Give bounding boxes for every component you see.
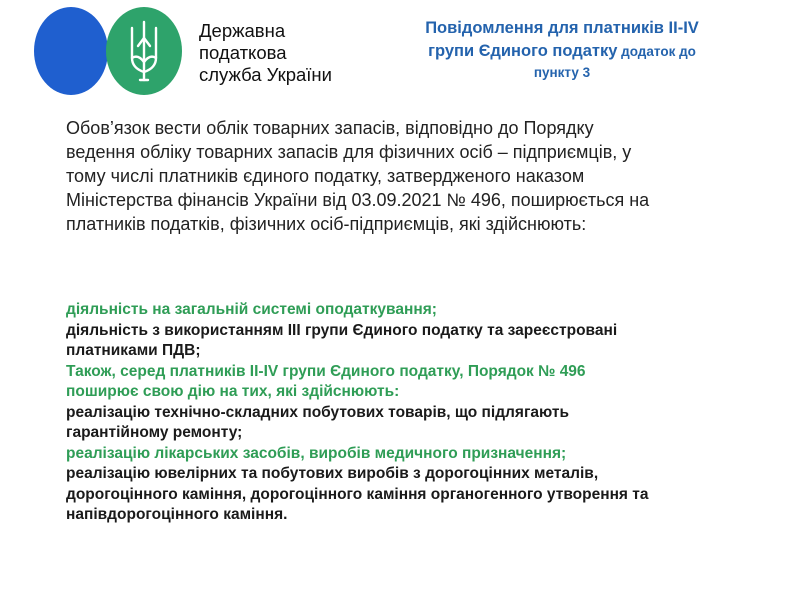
title-line-2-main: групи Єдиного податку — [428, 42, 618, 60]
list-item: реалізацію ювелірних та побутових виробів з дорогоцінних металів, — [66, 465, 599, 482]
title-line-2 — [362, 40, 762, 63]
list-item: Також, серед платників ІІ-ІV групи Єдиного податку, Порядок № 496 — [66, 362, 586, 380]
intro-line: тому числі платників єдиного податку, затвердженого наказом — [66, 166, 585, 186]
intro-paragraph — [66, 116, 766, 236]
title-line-1: Повідомлення для платників ІІ-ІV — [425, 19, 699, 37]
org-name-line: податкова — [199, 42, 287, 63]
org-name-line: Державна — [199, 20, 286, 41]
intro-line: платників податків, фізичних осіб-підприємців, які здійснюють: — [66, 214, 587, 234]
intro-line: Міністерства фінансів України від 03.09.2021 № 496, поширюється на — [66, 190, 650, 210]
intro-line: Обов’язок вести облік товарних запасів, відповідно до Порядку — [66, 118, 594, 138]
title-tail: додаток до — [617, 44, 696, 59]
intro-line: ведення обліку товарних запасів для фізичних осіб – підприємців, у — [66, 142, 632, 162]
page-title — [362, 17, 762, 83]
list-item: напівдорогоцінного каміння. — [66, 506, 288, 523]
list-item: реалізацію лікарських засобів, виробів медичного призначення; — [66, 444, 567, 462]
list-item: дорогоцінного каміння, дорогоцінного каміння органогенного утворення та — [66, 485, 649, 503]
title-line-3: пункту 3 — [533, 65, 591, 80]
list-item: поширює свою дію на тих, які здійснюють: — [66, 383, 400, 400]
activity-list — [66, 300, 766, 526]
org-name-line: служба України — [199, 64, 332, 85]
list-item: платниками ПДВ; — [66, 342, 201, 359]
list-item: діяльність з використанням ІІІ групи Єдиного податку та зареєстровані — [66, 321, 618, 339]
tax-service-logo — [34, 6, 186, 96]
organization-name — [199, 20, 332, 86]
list-item: гарантійному ремонту; — [66, 424, 243, 441]
blue-circle-icon — [34, 7, 108, 95]
list-item: реалізацію технічно-складних побутових товарів, що підлягають — [66, 403, 569, 421]
list-item: діяльність на загальній системі оподаткування; — [66, 301, 437, 318]
